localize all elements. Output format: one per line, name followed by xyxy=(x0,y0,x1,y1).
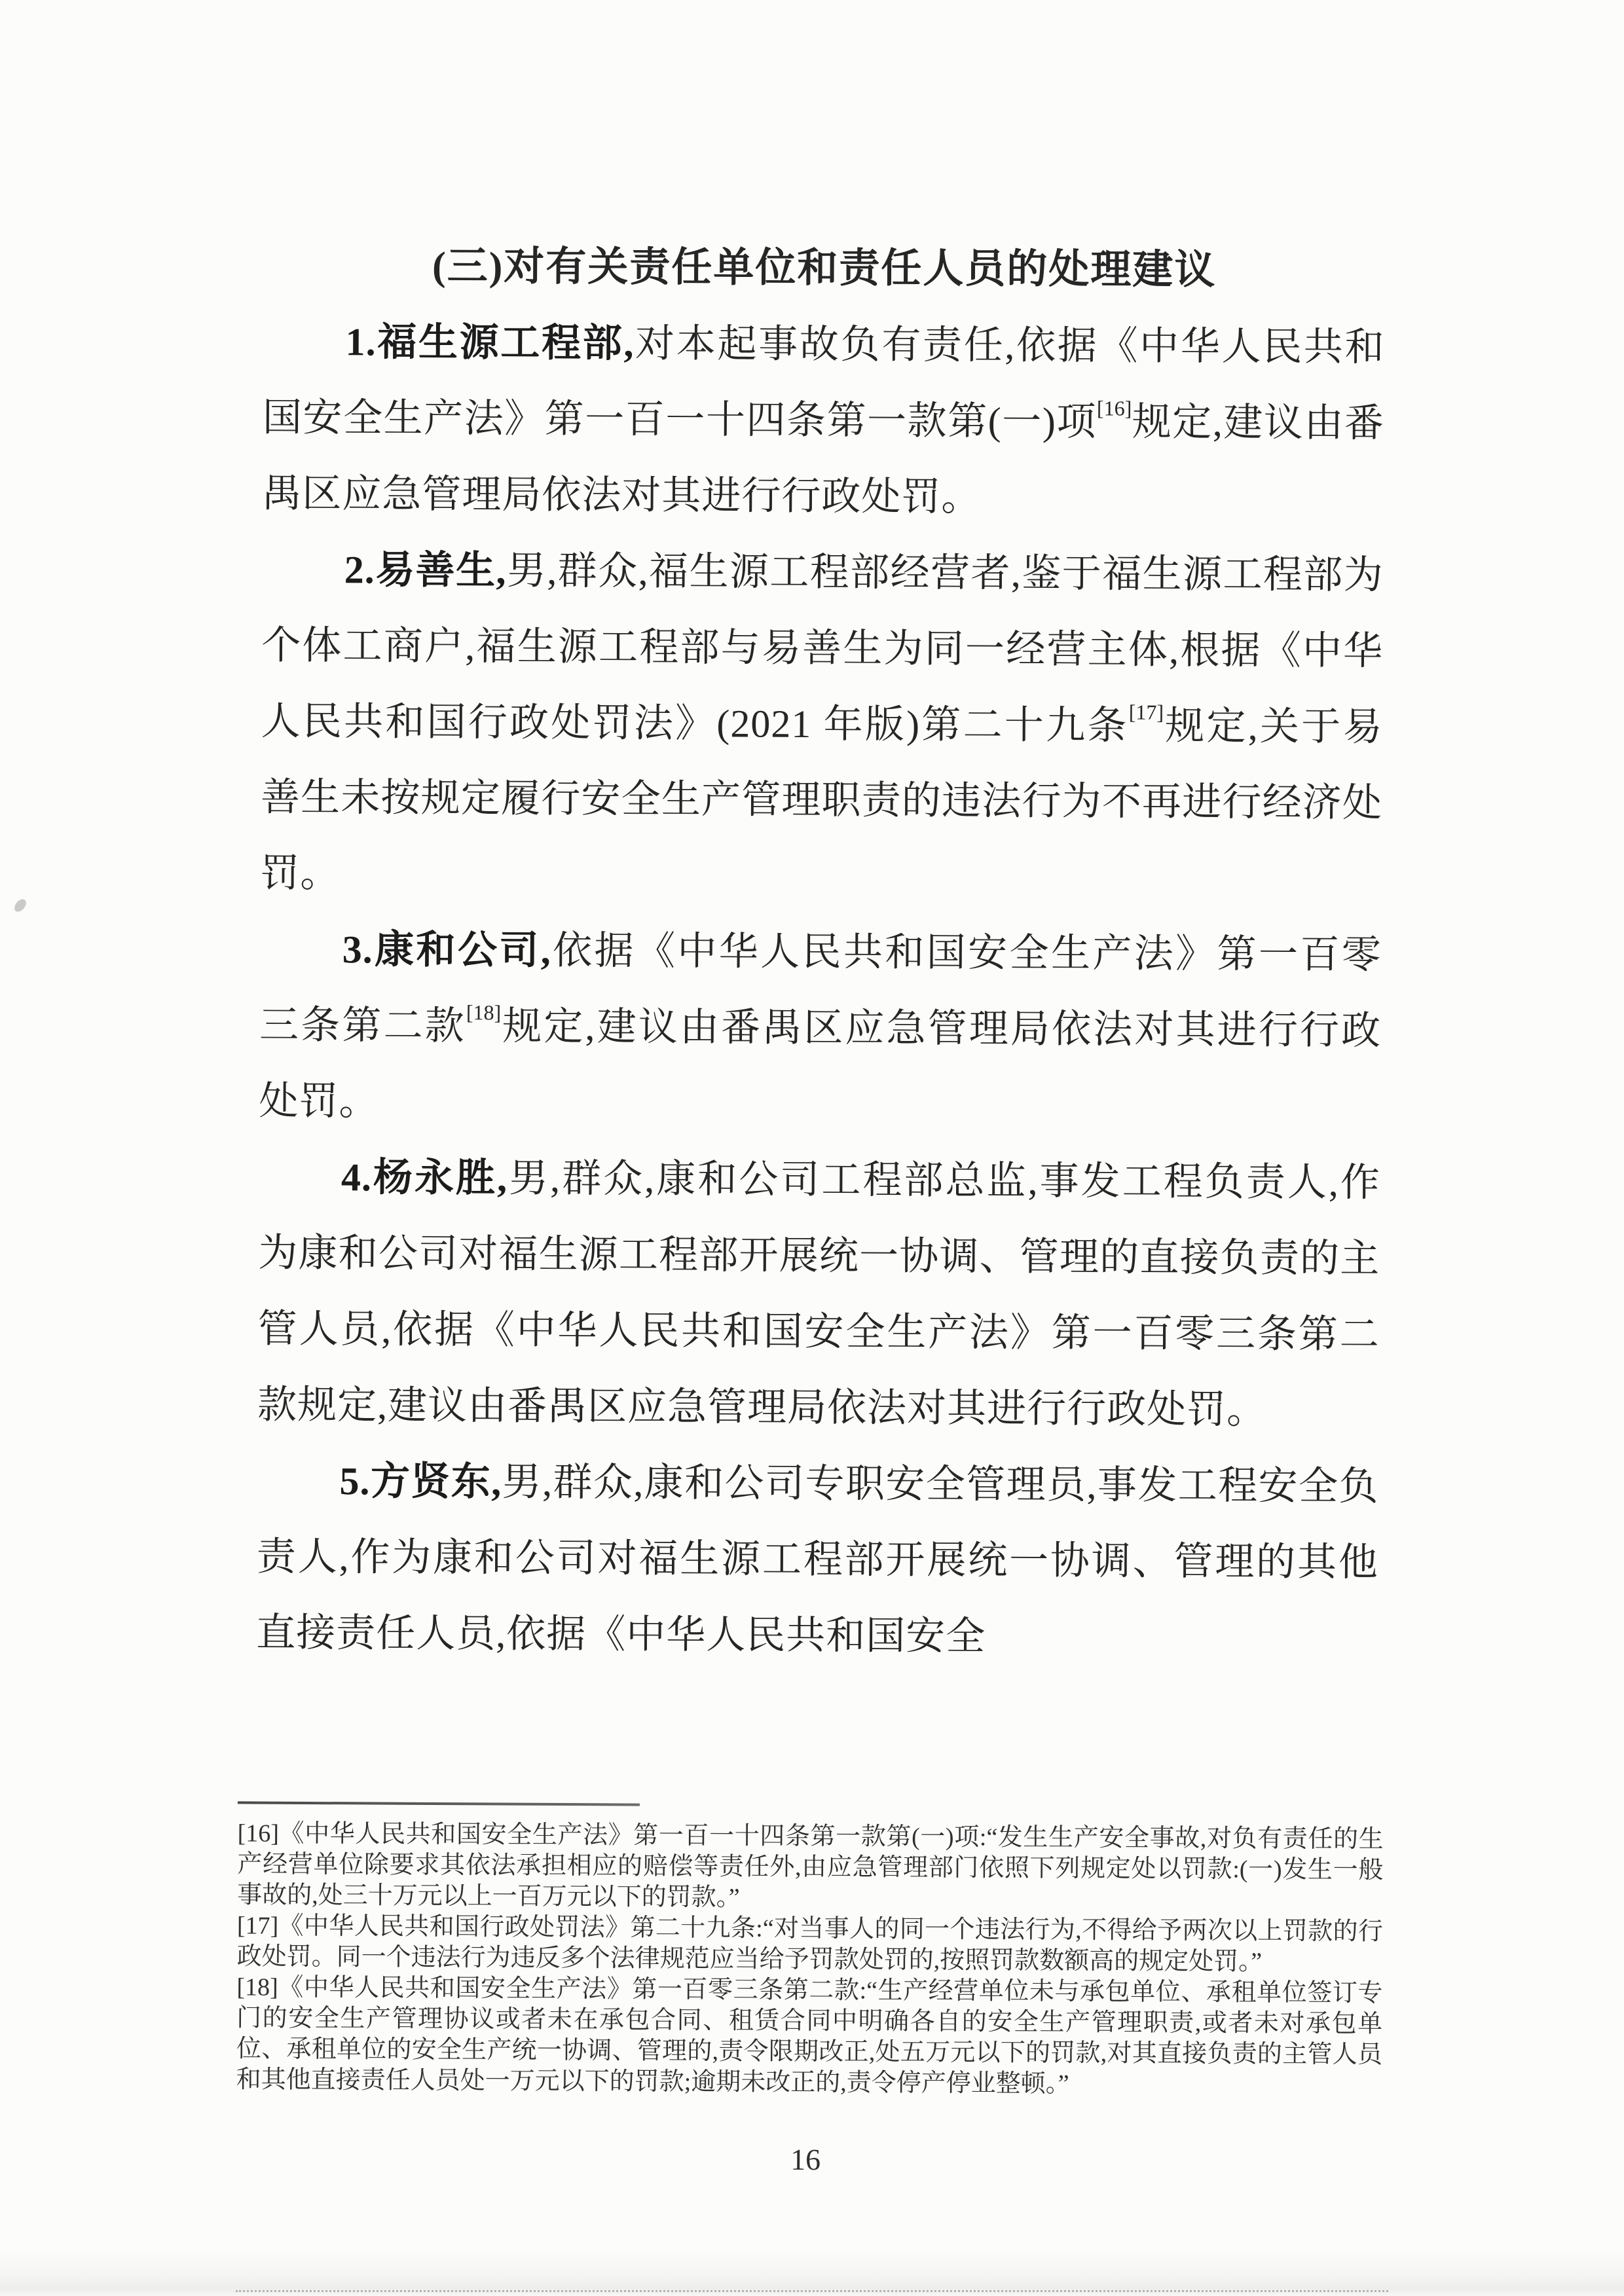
body-paragraph xyxy=(262,304,1385,538)
footnote: [18]《中华人民共和国安全生产法》第一百零三条第二款:“生产经营单位未与承包单位、承租单位签订专门的安全生产管理协议或者未在承包合同、租赁合同中明确各自的安全生产管理职责,或者未对承包单位、承租单位的安全生产统一协调、管理的,责令限期改正,处五万元以下的罚款,对其直接负责的主管人员和其他直接责任人员处一万元以下的罚款;逾期未改正的,责令停产停业整顿。” xyxy=(236,1973,1383,2098)
footnote: [16]《中华人民共和国安全生产法》第一百一十四条第一款第(一)项:“发生生产安全事故,对负有责任的生产经营单位除要求其依法承担相应的赔偿等责任外,由应急管理部门依照下列规定处以罚款:(一)发生一般事故的,处三十万元以上一百万元以下的罚款。” xyxy=(237,1819,1384,1912)
body-paragraph xyxy=(256,1443,1379,1677)
scan-bottom-edge-line xyxy=(236,2290,1388,2292)
paragraph-container xyxy=(256,304,1385,1677)
paragraph-text: 男,群众,康和公司专职安全管理员,事发工程安全负责人,作为康和公司对福生源工程部开展统一协调、管理的其他直接责任人员,依据《中华人民共和国安全 xyxy=(256,1460,1379,1658)
responsible-party-name: 3.康和公司, xyxy=(342,928,551,972)
page-number: 16 xyxy=(790,2142,821,2177)
responsible-party-name: 5.方贤东, xyxy=(339,1459,502,1504)
paragraph-text: 规定,建议由番禺区应急管理局依法对其进行行政处罚。 xyxy=(262,400,1385,519)
footnote-separator xyxy=(238,1801,640,1806)
paragraph-text: 依据《中华人民共和国安全生产法》第一百零三条第二款 xyxy=(259,928,1382,1048)
paragraph-text: 规定,关于易善生未按规定履行安全生产管理职责的违法行为不再进行经济处罚。 xyxy=(260,704,1383,896)
document-body xyxy=(256,228,1386,1677)
responsible-party-name: 1.福生源工程部, xyxy=(345,320,635,365)
footnote: [17]《中华人民共和国行政处罚法》第二十九条:“对当事人的同一个违法行为,不得给予两次以上罚款的行政处罚。同一个违法行为违反多个法律规范应当给予罚款处罚的,按照罚款数额高的规定处罚。” xyxy=(236,1912,1384,1976)
responsible-party-name: 4.杨永胜, xyxy=(341,1156,508,1200)
section-heading: (三)对有关责任单位和责任人员的处理建议 xyxy=(432,244,1217,293)
scan-bottom-edge xyxy=(0,2249,1624,2296)
paragraph-text: 男,群众,康和公司工程部总监,事发工程负责人,作为康和公司对福生源工程部开展统一协调、管理的直接负责的主管人员,依据《中华人民共和国安全生产法》第一百零三条第二款规定,建议由番禺区应急管理局依法对其进行行政处罚。 xyxy=(257,1156,1381,1432)
footnotes xyxy=(236,1818,1384,2101)
responsible-party-name: 2.易善生, xyxy=(344,548,507,592)
body-paragraph xyxy=(257,1139,1380,1449)
paragraph-text: 男,群众,福生源工程部经营者,鉴于福生源工程部为个体工商户,福生源工程部与易善生为同一经营主体,根据《中华人民共和国行政处罚法》(2021 年版)第二十九条 xyxy=(261,549,1384,748)
footnote-reference: [17] xyxy=(1128,700,1164,724)
footnote-reference: [16] xyxy=(1096,396,1132,420)
footnote-reference: [18] xyxy=(466,1000,502,1025)
paragraph-text: 对本起事故负有责任,依据《中华人民共和国安全生产法》第一百一十四条第一款第(一)项 xyxy=(262,321,1385,444)
body-paragraph xyxy=(260,532,1384,917)
body-paragraph xyxy=(259,911,1382,1145)
paragraph-text: 规定,建议由番禺区应急管理局依法对其进行行政处罚。 xyxy=(259,1004,1382,1123)
